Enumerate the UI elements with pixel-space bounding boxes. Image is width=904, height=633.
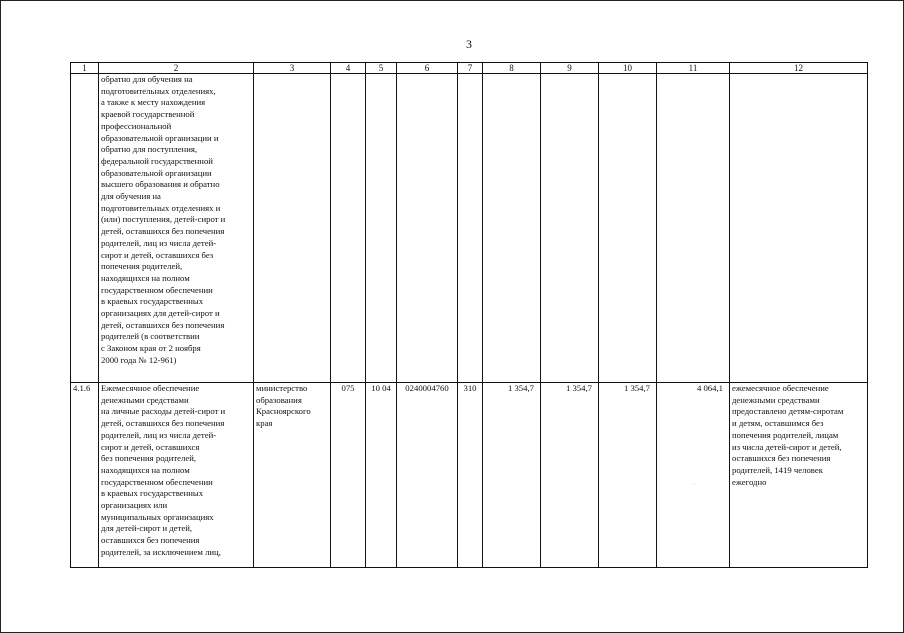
rzpr-cell (366, 74, 397, 383)
amount-year1-cell: 1 354,7 (483, 383, 541, 568)
col-header: 7 (458, 63, 483, 74)
col-header: 11 (657, 63, 730, 74)
col-header: 9 (541, 63, 599, 74)
amount-year2-cell: 1 354,7 (541, 383, 599, 568)
col-header: 8 (483, 63, 541, 74)
description-cell: обратно для обучения на подготовительных отделениях, а также к месту нахождения краевой государственной профессиональной образовательной организации и обратно для поступления, федеральной государственной образовательной организации высшего образования и обратно для обучения на подготовительных отделениях и (или) поступления, детей-сирот и детей, оставшихся без попечения родителей, лиц из числа детей- сирот и детей, оставшихся без попечения родителей, находящихся на полном государственном обеспечении в краевых государственных организациях для детей-сирот и детей, оставшихся без попечения родителей (в соответствии с Законом края от 2 ноября 2000 года № 12-961) (99, 74, 254, 383)
executor-cell: министерство образования Красноярского края (254, 383, 331, 568)
scan-speck: · (693, 482, 695, 488)
col-header: 6 (397, 63, 458, 74)
col-header: 4 (331, 63, 366, 74)
description-cell: Ежемесячное обеспечение денежными средствами на личные расходы детей-сирот и детей, оставшихся без попечения родителей, лиц из числа детей- сирот и детей, оставшихся без попечения родителей, находящихся на полном государственном обеспечении в краевых государственных организациях или муниципальных организациях для детей-сирот и детей, оставшихся без попечения родителей, за исключением лиц, (99, 383, 254, 568)
grbs-cell (331, 74, 366, 383)
amount-year3-cell (599, 74, 657, 383)
amount-year2-cell (541, 74, 599, 383)
amount-year1-cell (483, 74, 541, 383)
result-cell: ежемесячное обеспечение денежными средствами предоставлено детям-сиротам и детям, оставшимся без попечения родителей, лицам из числа детей-сирот и детей, оставшихся без попечения родителей, 1419 человек ежегодно (730, 383, 868, 568)
col-header: 10 (599, 63, 657, 74)
col-header: 1 (71, 63, 99, 74)
row-number-cell (71, 74, 99, 383)
csr-cell: 0240004760 (397, 383, 458, 568)
col-header: 2 (99, 63, 254, 74)
col-header: 3 (254, 63, 331, 74)
table-row (71, 383, 868, 568)
table-row (71, 74, 868, 383)
amount-year3-cell: 1 354,7 (599, 383, 657, 568)
header-row (71, 63, 868, 74)
col-header: 12 (730, 63, 868, 74)
col-header: 5 (366, 63, 397, 74)
amount-total-cell: 4 064,1 (657, 383, 730, 568)
amount-total-cell (657, 74, 730, 383)
vr-cell: 310 (458, 383, 483, 568)
executor-cell (254, 74, 331, 383)
row-number-cell: 4.1.6 (71, 383, 99, 568)
grbs-cell: 075 (331, 383, 366, 568)
vr-cell (458, 74, 483, 383)
csr-cell (397, 74, 458, 383)
result-cell (730, 74, 868, 383)
rzpr-cell: 10 04 (366, 383, 397, 568)
budget-table (70, 62, 868, 568)
page-number: 3 (466, 37, 472, 51)
